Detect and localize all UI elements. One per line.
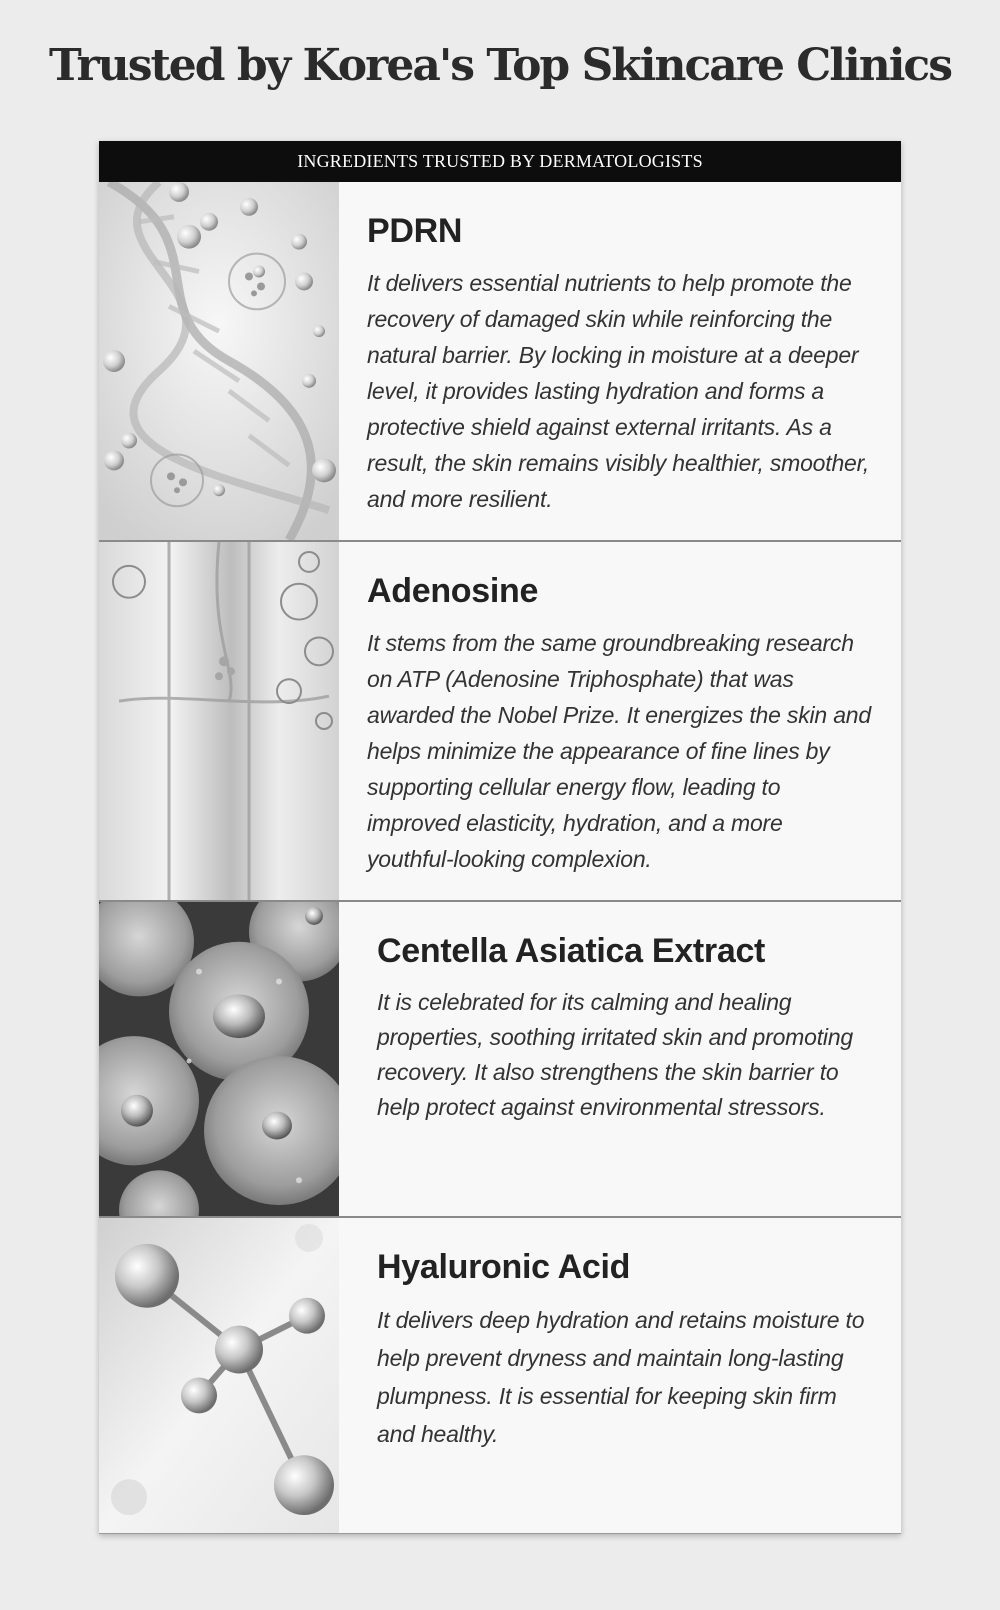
ingredient-name: Adenosine bbox=[367, 572, 539, 610]
serum-bubbles-image bbox=[99, 542, 339, 900]
page-title: Trusted by Korea's Top Skincare Clinics bbox=[48, 40, 951, 91]
ingredient-description: It is celebrated for its calming and healing properties, soothing irritated skin and promoting recovery. It also strengthens the skin barrier to help protect against environmental stressors. bbox=[377, 989, 854, 1120]
molecule-image bbox=[99, 1218, 339, 1533]
ingredients-banner: INGREDIENTS TRUSTED BY DERMATOLOGISTS bbox=[99, 141, 901, 182]
dna-helix-image bbox=[99, 182, 339, 540]
ingredient-description: It delivers essential nutrients to help promote the recovery of damaged skin while reinforcing the natural barrier. By locking in moisture at a deeper level, it provides lasting hydration and forms a protective shield against external irritants. As a result, the skin remains visibly healthier, smoother, and more resilient. bbox=[367, 270, 870, 512]
ingredient-name: Centella Asiatica Extract bbox=[377, 932, 766, 970]
ingredient-description: It stems from the same groundbreaking research on ATP (Adenosine Triphosphate) that was awarded the Nobel Prize. It energizes the skin and helps minimize the appearance of fine lines by supporting cellular energy flow, leading to improved elasticity, hydration, and a more youthful-looking complexion. bbox=[367, 630, 871, 872]
ingredient-row-centella bbox=[99, 902, 901, 1218]
ingredient-name: Hyaluronic Acid bbox=[377, 1248, 631, 1286]
ingredient-row-pdrn bbox=[99, 182, 901, 542]
ingredient-row-adenosine bbox=[99, 542, 901, 902]
centella-leaves-image bbox=[99, 902, 339, 1216]
ingredient-description: It delivers deep hydration and retains moisture to help prevent dryness and maintain long-lasting plumpness. It is essential for keeping skin firm and healthy. bbox=[377, 1307, 865, 1447]
ingredients-card bbox=[99, 141, 901, 1534]
ingredient-row-hyaluronic-acid bbox=[99, 1218, 901, 1534]
ingredient-name: PDRN bbox=[367, 212, 463, 250]
